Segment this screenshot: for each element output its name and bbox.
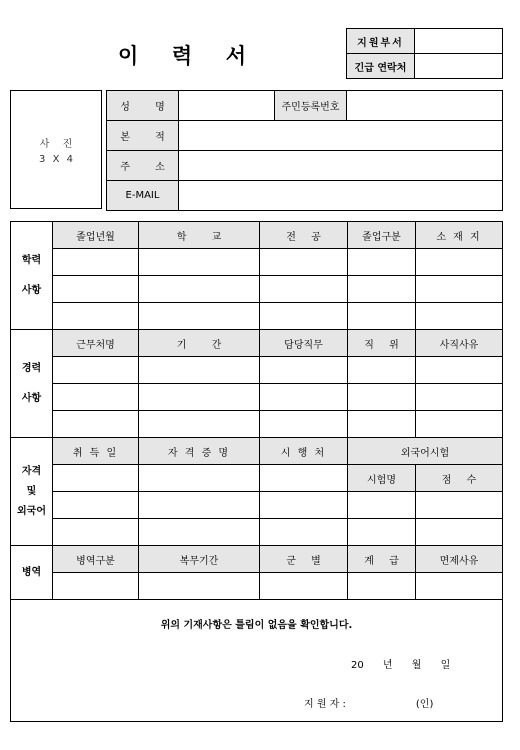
email-label: E-MAIL	[107, 181, 179, 211]
license-header-issuer: 시 행 처	[260, 438, 348, 465]
education-section-label: 학력 사항	[11, 222, 53, 330]
table-row	[11, 357, 503, 384]
document-title	[118, 40, 246, 70]
confirmation-section	[11, 600, 503, 722]
department-field[interactable]	[415, 29, 503, 54]
photo-size-label: 3 X 4	[39, 153, 73, 165]
resume-details-table	[10, 221, 503, 722]
career-header-duty: 담당직무	[260, 330, 348, 357]
table-row	[11, 519, 503, 546]
table-row	[11, 465, 503, 492]
name-field[interactable]	[179, 91, 275, 121]
table-row	[11, 492, 503, 519]
education-header-location: 소 재 지	[416, 222, 503, 249]
emergency-contact-field[interactable]	[415, 54, 503, 79]
table-row	[11, 303, 503, 330]
career-header-position: 직 위	[348, 330, 416, 357]
language-test-name-header: 시험명	[348, 465, 416, 492]
military-section-label: 병역	[11, 546, 53, 600]
address-field[interactable]	[179, 151, 503, 181]
origin-label: 본 적	[107, 121, 179, 151]
education-header-graduation-date: 졸업년월	[53, 222, 139, 249]
table-row	[11, 411, 503, 438]
career-section-label: 경력 사항	[11, 330, 53, 438]
personal-info-table	[106, 90, 503, 211]
email-field[interactable]	[179, 181, 503, 211]
seal-label: (인)	[415, 699, 434, 710]
name-label: 성 명	[107, 91, 179, 121]
military-header-service-period: 복무기간	[139, 546, 260, 573]
table-row	[11, 249, 503, 276]
career-header-workplace: 근무처명	[53, 330, 139, 357]
address-label: 주 소	[107, 151, 179, 181]
education-header-major: 전 공	[260, 222, 348, 249]
license-header-certificate: 자 격 증 명	[139, 438, 260, 465]
photo-label: 사 진	[39, 138, 73, 150]
license-header-acquired-date: 취 득 일	[53, 438, 139, 465]
date-line[interactable]: 20 년 월 일	[351, 660, 451, 671]
table-row	[11, 384, 503, 411]
career-header-period: 기 간	[139, 330, 260, 357]
department-label: 지원부서	[347, 29, 415, 54]
applicant-label: 지 원 자 :	[304, 699, 346, 710]
military-header-exemption-reason: 면제사유	[416, 546, 503, 573]
license-header-language-test: 외국어시험	[348, 438, 503, 465]
career-header-resignation-reason: 사직사유	[416, 330, 503, 357]
table-row	[11, 573, 503, 600]
photo-box[interactable]	[10, 90, 102, 209]
resident-number-field[interactable]	[347, 91, 503, 121]
military-header-rank: 계 급	[348, 546, 416, 573]
origin-field[interactable]	[179, 121, 503, 151]
license-section-label: 자격 및 외국어	[11, 438, 53, 546]
military-header-type: 병역구분	[53, 546, 139, 573]
education-header-school: 학 교	[139, 222, 260, 249]
title-char: 력	[171, 44, 193, 68]
applicant-signature-line[interactable]	[304, 695, 433, 710]
department-contact-table	[346, 28, 503, 79]
title-char: 서	[225, 44, 246, 68]
confirmation-statement: 위의 기재사항은 틀림이 없음을 확인합니다.	[160, 620, 353, 631]
military-header-branch: 군 별	[260, 546, 348, 573]
language-test-score-header: 점 수	[416, 465, 503, 492]
title-char: 이	[118, 44, 139, 68]
table-row	[11, 276, 503, 303]
education-header-graduation-type: 졸업구분	[348, 222, 416, 249]
emergency-contact-label: 긴급 연락처	[347, 54, 415, 79]
resident-number-label: 주민등록번호	[275, 91, 347, 121]
